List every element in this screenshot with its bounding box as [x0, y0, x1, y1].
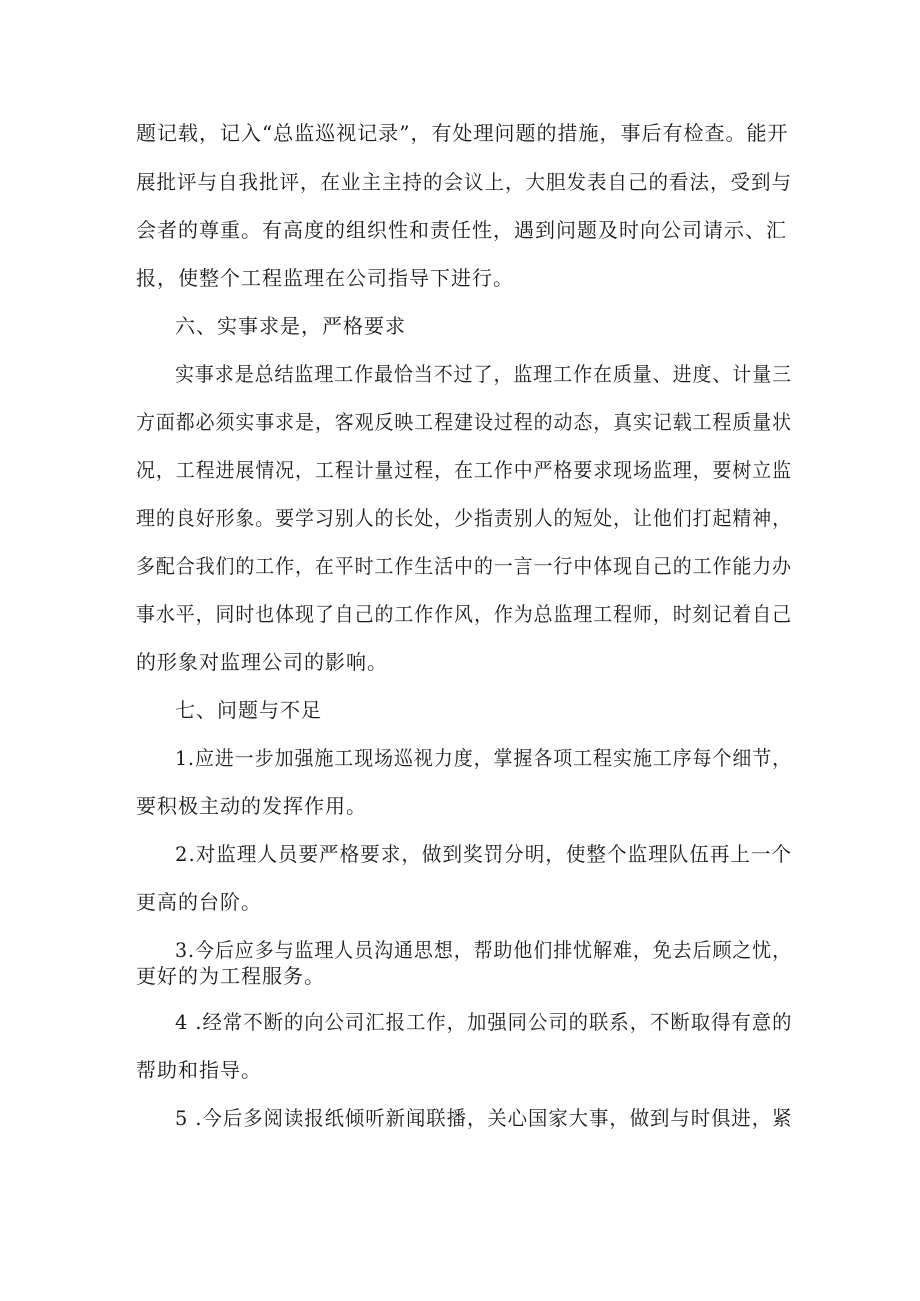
text-line: 展批评与自我批评，在业主主持的会议上，大胆发表自己的看法，受到与: [136, 170, 792, 194]
list-item: 5 .今后多阅读报纸倾听新闻联播，关心国家大事，做到与时俱进，紧: [175, 1106, 793, 1130]
text-line: 事水平，同时也体现了自己的工作作风，作为总监理工程师，时刻记着自己: [136, 602, 792, 626]
text-line: 多配合我们的工作，在平时工作生活中的一言一行中体现自己的工作能力办: [136, 554, 792, 578]
text-line: 方面都必须实事求是，客观反映工程建设过程的动态，真实记载工程质量状: [136, 410, 792, 434]
list-item: 1.应进一步加强施工现场巡视力度，掌握各项工程实施工序每个细节，: [175, 746, 793, 770]
section-heading: 六、实事求是，严格要求: [175, 314, 406, 338]
text-line: 帮助和指导。: [136, 1058, 262, 1082]
text-line: 要积极主动的发挥作用。: [136, 794, 367, 818]
text-line: 的形象对监理公司的影响。: [136, 650, 388, 674]
list-item: 4 .经常不断的向公司汇报工作，加强同公司的联系，不断取得有意的: [175, 1010, 793, 1034]
list-item: 3.今后应多与监理人员沟通思想，帮助他们排忧解难，免去后顾之忧，: [175, 938, 793, 962]
text-line: 报，使整个工程监理在公司指导下进行。: [136, 266, 514, 290]
list-item: 2.对监理人员要严格要求，做到奖罚分明，使整个监理队伍再上一个: [175, 842, 793, 866]
text-line: 更高的台阶。: [136, 890, 262, 914]
text-line: 题记载，记入“总监巡视记录”，有处理问题的措施，事后有检查。能开: [136, 121, 789, 145]
text-line: 会者的尊重。有高度的组织性和责任性，遇到问题及时向公司请示、汇: [136, 218, 787, 242]
section-heading: 七、问题与不足: [175, 698, 322, 722]
text-line: 实事求是总结监理工作最恰当不过了，监理工作在质量、进度、计量三: [175, 362, 792, 386]
text-line: 理的良好形象。要学习别人的长处，少指责别人的短处，让他们打起精神，: [136, 506, 792, 530]
text-line: 况，工程进展情况，工程计量过程，在工作中严格要求现场监理，要树立监: [136, 458, 792, 482]
text-line: 更好的为工程服务。: [136, 964, 325, 988]
